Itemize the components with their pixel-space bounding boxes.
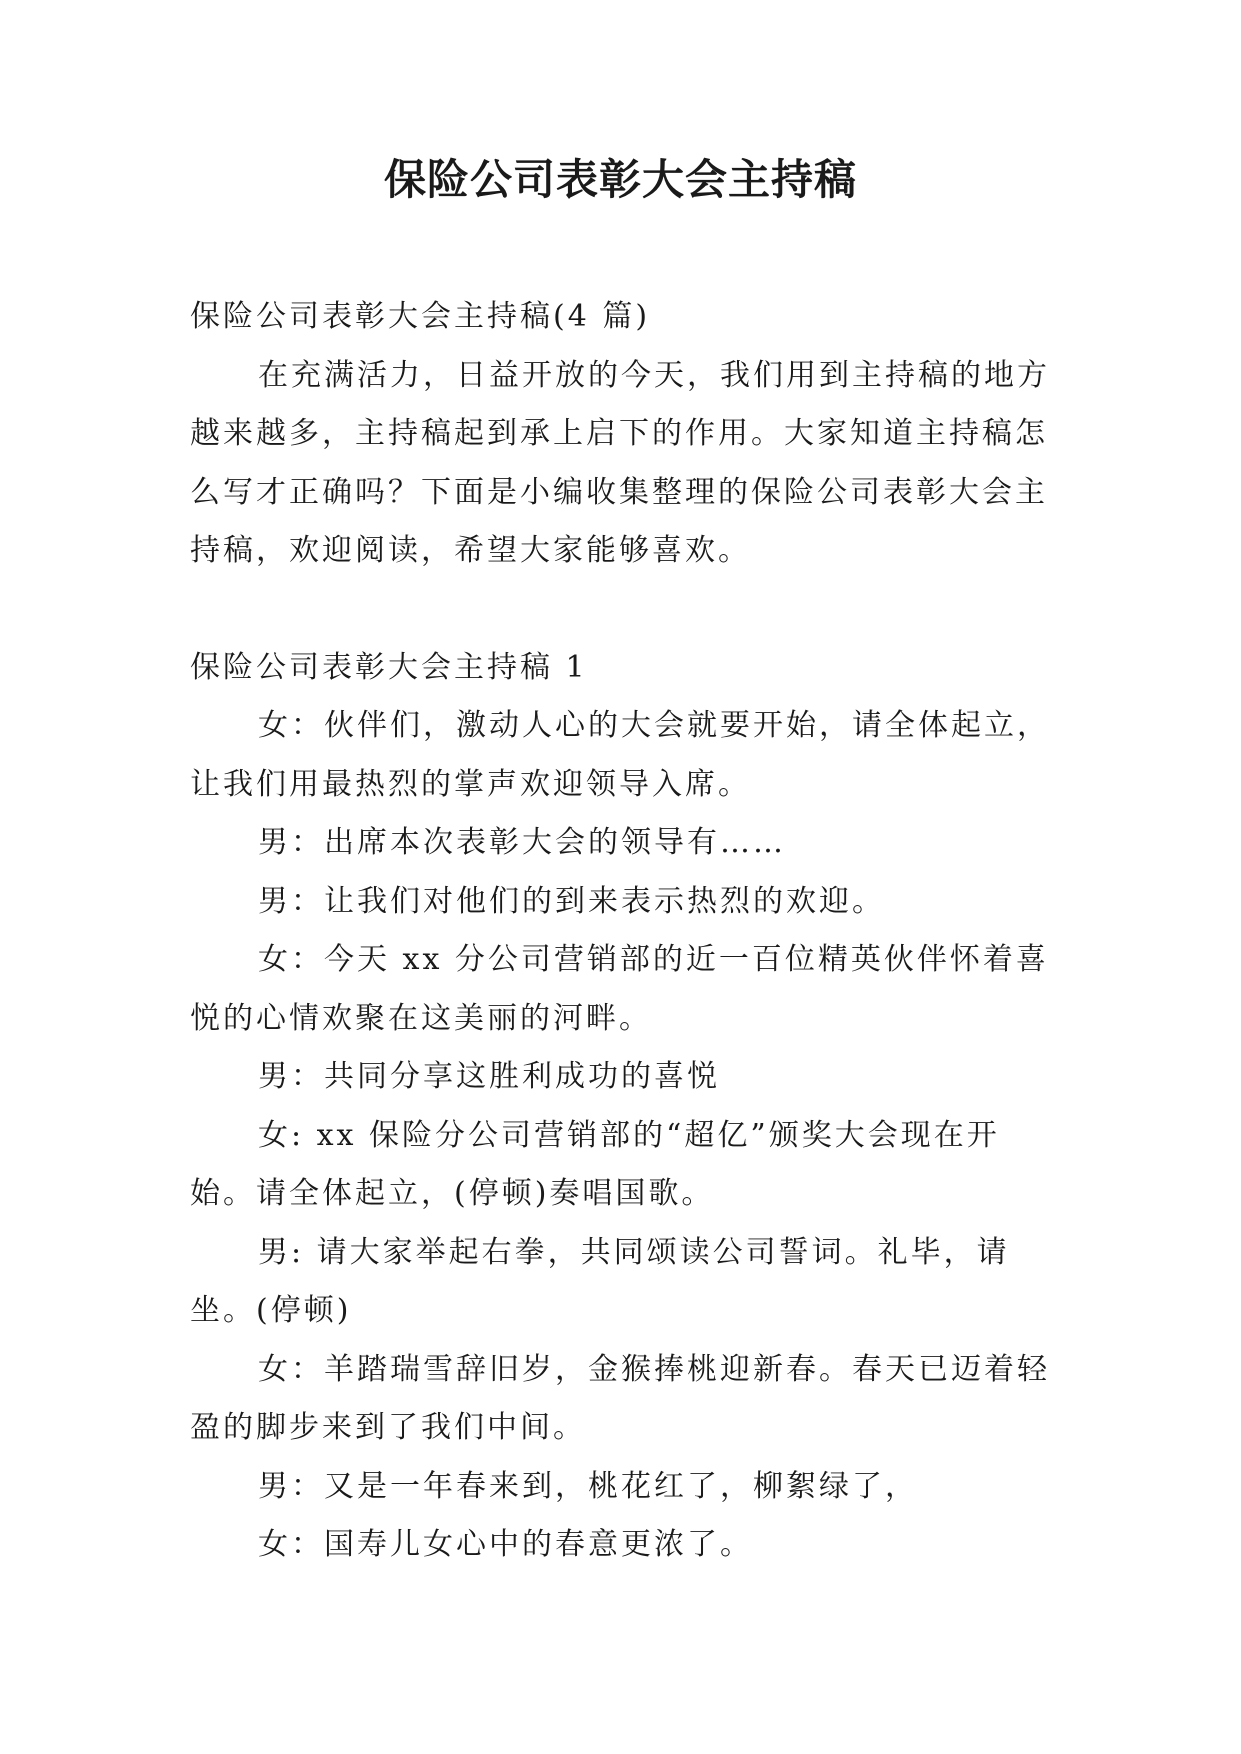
script-line: 男：出席本次表彰大会的领导有…… (258, 825, 786, 860)
document-subtitle: 保险公司表彰大会主持稿(4 篇) (190, 299, 651, 334)
script-line: 女：羊踏瑞雪辞旧岁，金猴捧桃迎新春。春天已迈着轻盈的脚步来到了我们中间。 (190, 1351, 1050, 1445)
script-line: 女: xx 保险分公司营销部的“超亿”颁奖大会现在开始。请全体起立，(停顿)奏唱国歌。 (190, 1117, 1000, 1211)
script-line: 男：共同分享这胜利成功的喜悦 (258, 1059, 720, 1094)
script-line: 女：伙伴们，激动人心的大会就要开始，请全体起立，让我们用最热烈的掌声欢迎领导入席。 (190, 708, 1050, 802)
section-spacer (190, 581, 1050, 639)
script-line: 男: 请大家举起右拳，共同颂读公司誓词。礼毕，请坐。(停顿) (190, 1234, 1010, 1328)
script-line: 男：让我们对他们的到来表示热烈的欢迎。 (258, 883, 885, 919)
section-heading: 保险公司表彰大会主持稿 1 (190, 649, 588, 685)
document-title: 保险公司表彰大会主持稿 (383, 155, 857, 204)
document-body (190, 288, 1050, 1575)
script-line: 男：又是一年春来到，桃花红了，柳絮绿了， (258, 1468, 918, 1504)
script-line: 女：国寿儿女心中的春意更浓了。 (258, 1527, 753, 1562)
intro-paragraph: 在充满活力，日益开放的今天，我们用到主持稿的地方越来越多，主持稿起到承上启下的作用。大家知道主持稿怎么写才正确吗？下面是小编收集整理的保险公司表彰大会主持稿，欢迎阅读，希望大家能够喜欢。 (190, 357, 1050, 568)
script-line: 女：今天 xx 分公司营销部的近一百位精英伙伴怀着喜悦的心情欢聚在这美丽的河畔。 (190, 942, 1049, 1036)
